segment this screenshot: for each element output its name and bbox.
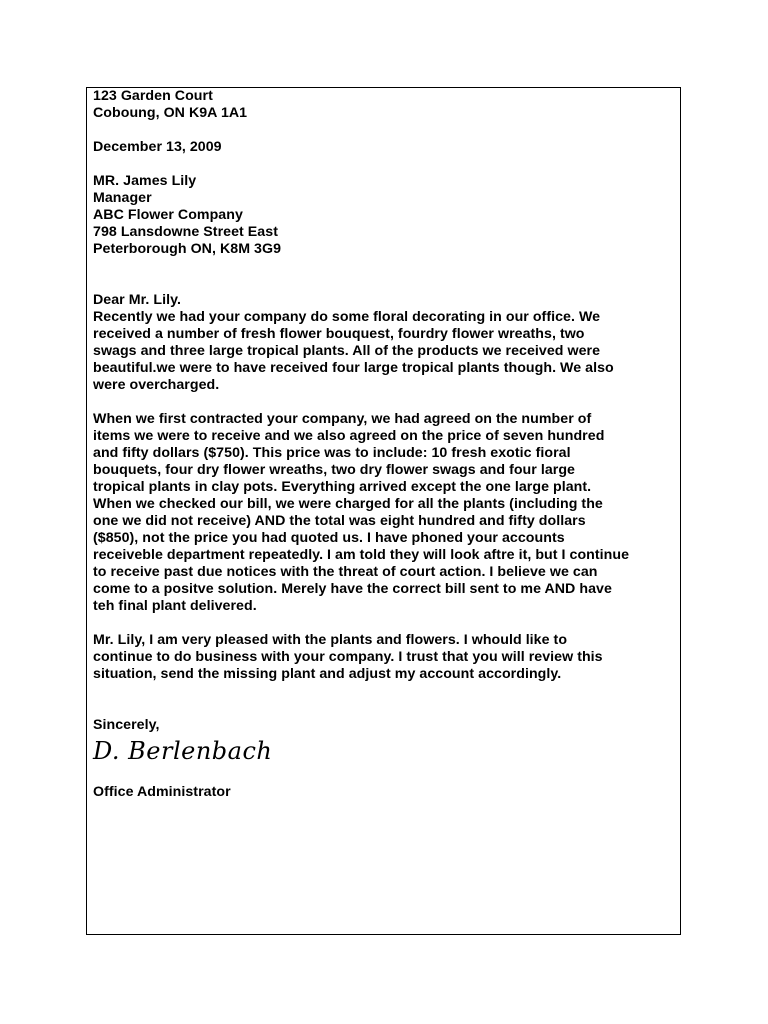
sender-street: 123 Garden Court	[93, 88, 213, 104]
paragraph-line: to receive past due notices with the threat of court action. I believe we can	[93, 564, 598, 580]
paragraph-line: items we were to receive and we also agreed on the price of seven hundred	[93, 428, 605, 444]
salutation: Dear Mr. Lily.	[93, 292, 181, 308]
paragraph-line: come to a positve solution. Merely have the correct bill sent to me AND have	[93, 581, 612, 597]
paragraph-line: and fifty dollars ($750). This price was to include: 10 fresh exotic fioral	[93, 445, 571, 461]
paragraph-line: teh final plant delivered.	[93, 598, 257, 614]
paragraph-line: When we checked our bill, we were charged for all the plants (including the	[93, 496, 603, 512]
recipient-company: ABC Flower Company	[93, 207, 243, 223]
paragraph-line: receiveble department repeatedly. I am told they will look aftre it, but I continue	[93, 547, 630, 563]
letter-body	[93, 88, 681, 801]
paragraph-line: When we first contracted your company, we had agreed on the number of	[93, 411, 592, 427]
paragraph-line: tropical plants in clay pots. Everything arrived except the one large plant.	[93, 479, 592, 495]
paragraph-line: continue to do business with your company. I trust that you will review this	[93, 649, 603, 665]
paragraph-line: received a number of fresh flower bouquest, fourdry flower wreaths, two	[93, 326, 585, 342]
paragraph-line: beautiful.we were to have received four large tropical plants though. We also	[93, 360, 614, 376]
paragraph-line: were overcharged.	[93, 377, 220, 393]
recipient-name: MR. James Lily	[93, 173, 197, 189]
recipient-title: Manager	[93, 190, 152, 206]
recipient-address	[93, 173, 681, 258]
sender-address	[93, 88, 681, 122]
paragraph-1	[93, 309, 681, 394]
paragraph-line: bouquets, four dry flower wreaths, two dry flower swags and four large	[93, 462, 576, 478]
signature-area	[93, 734, 681, 784]
paragraph-line: Recently we had your company do some floral decorating in our office. We	[93, 309, 601, 325]
recipient-city: Peterborough ON, K8M 3G9	[93, 241, 282, 257]
sender-city: Coboung, ON K9A 1A1	[93, 105, 248, 121]
paragraph-line: swags and three large tropical plants. All of the products we received were	[93, 343, 601, 359]
paragraph-3	[93, 632, 681, 683]
sender-title: Office Administrator	[93, 784, 231, 800]
paragraph-line: ($850), not the price you had quoted us. I have phoned your accounts	[93, 530, 565, 546]
recipient-street: 798 Lansdowne Street East	[93, 224, 278, 240]
handwritten-signature: D. Berlenbach	[93, 737, 273, 765]
paragraph-2	[93, 411, 681, 615]
paragraph-line: situation, send the missing plant and adjust my account accordingly.	[93, 666, 562, 682]
closing: Sincerely,	[93, 717, 160, 733]
letter-date: December 13, 2009	[93, 139, 222, 155]
paragraph-line: Mr. Lily, I am very pleased with the plants and flowers. I whould like to	[93, 632, 568, 648]
paragraph-line: one we did not receive) AND the total was eight hundred and fifty dollars	[93, 513, 586, 529]
